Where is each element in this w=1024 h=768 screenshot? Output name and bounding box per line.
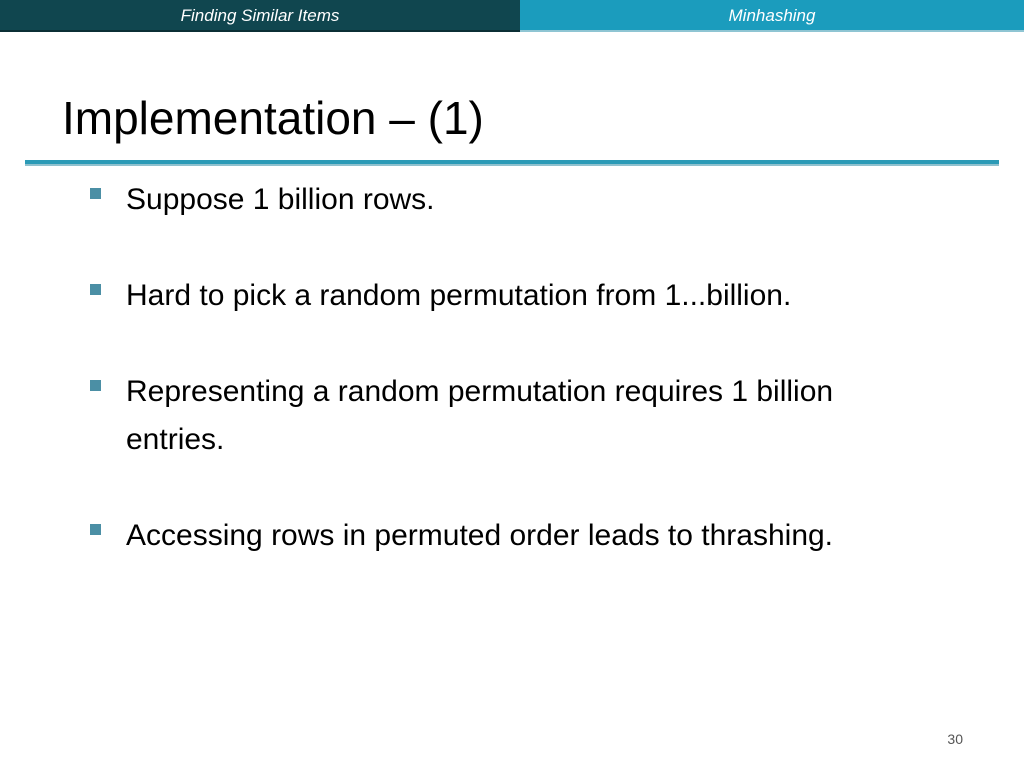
bullet-text: Hard to pick a random permutation from 1...billion.: [126, 279, 792, 312]
bullet-item: [90, 176, 920, 224]
header-section-right: [520, 0, 1024, 32]
slide-title: Implementation – (1): [62, 92, 484, 144]
bullet-text: Accessing rows in permuted order leads to thrashing.: [126, 519, 834, 552]
bullet-text: Representing a random permutation requires 1 billion entries.: [126, 375, 834, 456]
bullet-list: [90, 176, 920, 608]
bullet-item: [90, 512, 920, 560]
title-divider: [25, 160, 999, 166]
square-bullet-icon: [90, 188, 101, 199]
square-bullet-icon: [90, 524, 101, 535]
bullet-item: [90, 272, 920, 320]
square-bullet-icon: [90, 284, 101, 295]
slide-header: [0, 0, 1024, 32]
square-bullet-icon: [90, 380, 101, 391]
bullet-text: Suppose 1 billion rows.: [126, 183, 435, 216]
header-left-label: Finding Similar Items: [180, 5, 340, 25]
header-right-label: Minhashing: [728, 5, 816, 25]
page-number: 30: [947, 731, 963, 747]
bullet-item: [90, 368, 920, 464]
header-section-left: [0, 0, 520, 32]
